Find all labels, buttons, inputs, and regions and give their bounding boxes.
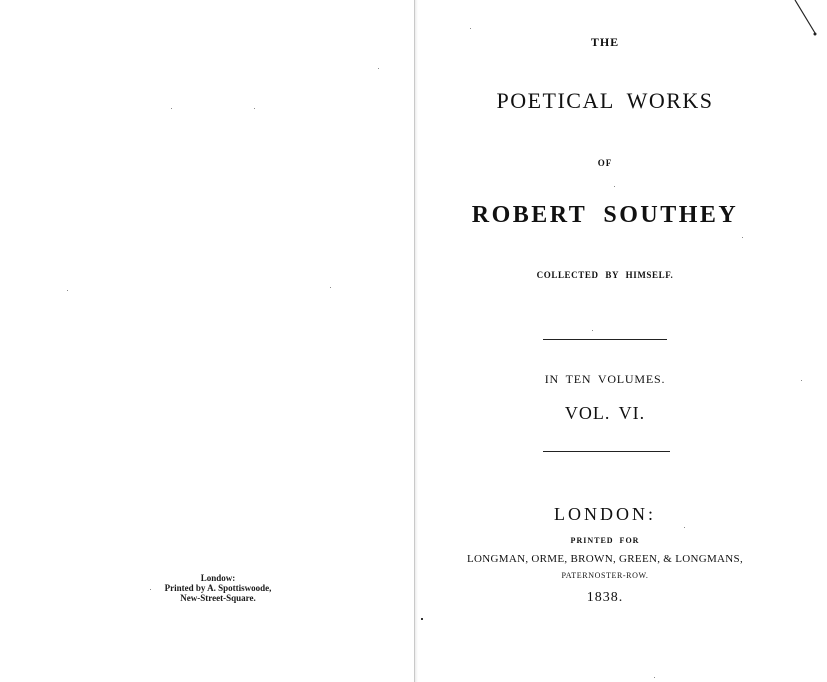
publisher-street: PATERNOSTER-ROW. — [561, 571, 649, 580]
pen-stroke-dot — [814, 33, 817, 36]
imprint-address: New-Street-Square. — [180, 593, 256, 603]
author-name: ROBERT SOUTHEY — [471, 202, 739, 228]
volumes-count: IN TEN VOLUMES. — [544, 372, 666, 386]
collected-note: COLLECTED BY HIMSELF. — [536, 270, 674, 280]
imprint-city: Londow: — [200, 573, 236, 583]
publisher-names: LONGMAN, ORME, BROWN, GREEN, & LONGMANS, — [467, 553, 743, 565]
title-of: OF — [597, 158, 613, 168]
printed-for: PRINTED FOR — [570, 536, 640, 545]
imprint-printer: Printed by A. Spottiswoode, — [164, 583, 272, 593]
book-title: POETICAL WORKS — [496, 88, 714, 113]
publisher-city: LONDON: — [554, 504, 656, 524]
title-the: THE — [590, 35, 620, 49]
publication-year: 1838. — [586, 590, 624, 605]
pen-stroke-line — [795, 0, 815, 33]
volume-number: VOL. VI. — [564, 403, 646, 423]
